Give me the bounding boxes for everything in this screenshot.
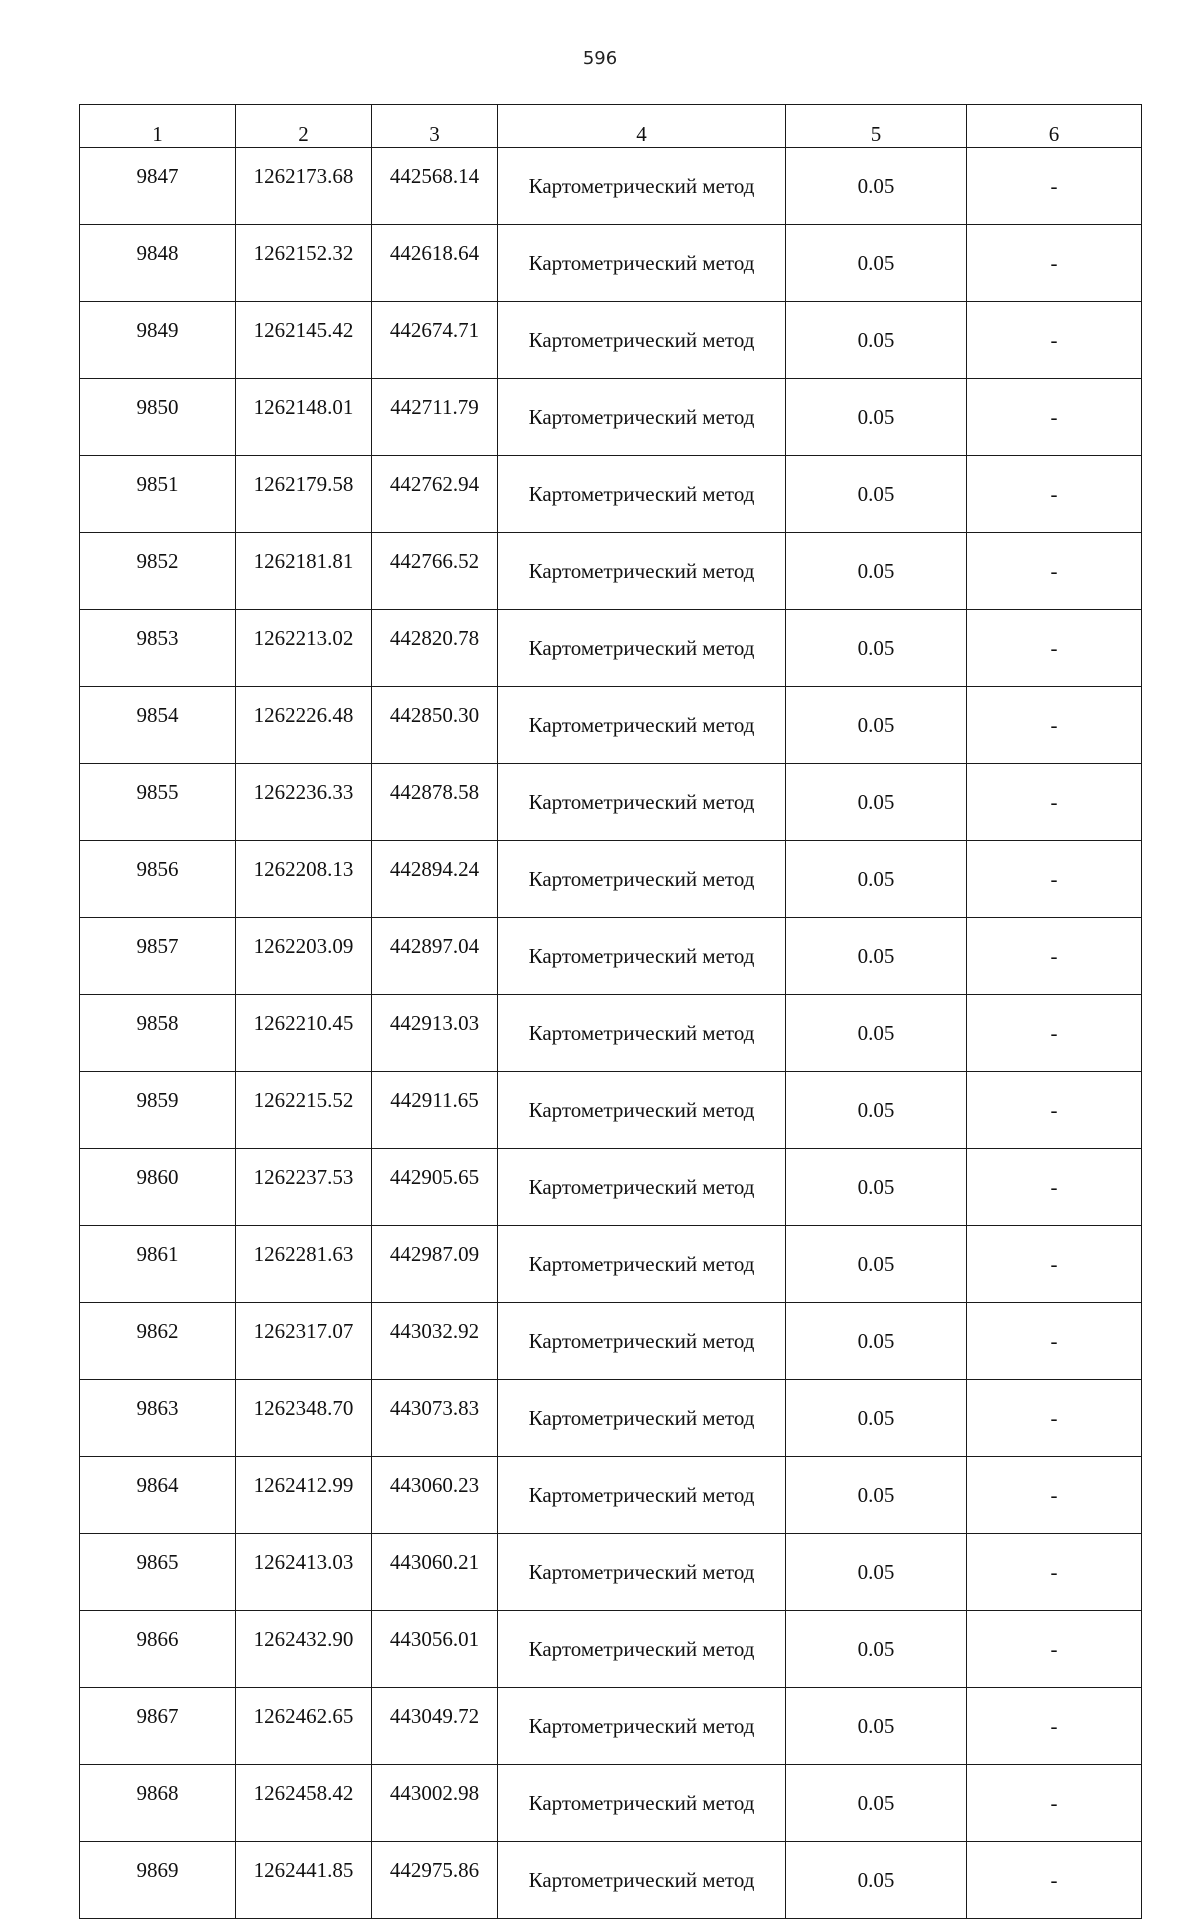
x-coordinate-cell: 1262203.09 bbox=[236, 918, 372, 995]
note-cell: - bbox=[967, 533, 1142, 610]
x-coordinate-cell: 1262173.68 bbox=[236, 148, 372, 225]
point-number-cell: 9860 bbox=[80, 1149, 236, 1226]
accuracy-cell: 0.05 bbox=[786, 764, 967, 841]
table-row bbox=[80, 995, 1142, 1072]
y-coordinate-cell: 443060.23 bbox=[372, 1457, 498, 1534]
y-coordinate-cell: 442975.86 bbox=[372, 1842, 498, 1919]
point-number-cell: 9848 bbox=[80, 225, 236, 302]
table-row bbox=[80, 610, 1142, 687]
note-cell: - bbox=[967, 225, 1142, 302]
y-coordinate-cell: 442894.24 bbox=[372, 841, 498, 918]
point-number-cell: 9863 bbox=[80, 1380, 236, 1457]
point-number-cell: 9867 bbox=[80, 1688, 236, 1765]
method-cell: Картометрический метод bbox=[498, 1380, 786, 1457]
y-coordinate-cell: 443002.98 bbox=[372, 1765, 498, 1842]
y-coordinate-cell: 443032.92 bbox=[372, 1303, 498, 1380]
accuracy-cell: 0.05 bbox=[786, 995, 967, 1072]
method-cell: Картометрический метод bbox=[498, 1457, 786, 1534]
accuracy-cell: 0.05 bbox=[786, 225, 967, 302]
y-coordinate-cell: 442762.94 bbox=[372, 456, 498, 533]
x-coordinate-cell: 1262462.65 bbox=[236, 1688, 372, 1765]
note-cell: - bbox=[967, 687, 1142, 764]
accuracy-cell: 0.05 bbox=[786, 379, 967, 456]
method-cell: Картометрический метод bbox=[498, 841, 786, 918]
accuracy-cell: 0.05 bbox=[786, 1072, 967, 1149]
point-number-cell: 9849 bbox=[80, 302, 236, 379]
point-number-cell: 9851 bbox=[80, 456, 236, 533]
method-cell: Картометрический метод bbox=[498, 302, 786, 379]
y-coordinate-cell: 442897.04 bbox=[372, 918, 498, 995]
table-row bbox=[80, 1072, 1142, 1149]
x-coordinate-cell: 1262152.32 bbox=[236, 225, 372, 302]
table-row bbox=[80, 764, 1142, 841]
method-cell: Картометрический метод bbox=[498, 1765, 786, 1842]
x-coordinate-cell: 1262236.33 bbox=[236, 764, 372, 841]
point-number-cell: 9859 bbox=[80, 1072, 236, 1149]
accuracy-cell: 0.05 bbox=[786, 1534, 967, 1611]
table-row bbox=[80, 225, 1142, 302]
point-number-cell: 9847 bbox=[80, 148, 236, 225]
method-cell: Картометрический метод bbox=[498, 610, 786, 687]
x-coordinate-cell: 1262210.45 bbox=[236, 995, 372, 1072]
method-cell: Картометрический метод bbox=[498, 1842, 786, 1919]
point-number-cell: 9857 bbox=[80, 918, 236, 995]
accuracy-cell: 0.05 bbox=[786, 302, 967, 379]
table-row bbox=[80, 841, 1142, 918]
table-body bbox=[80, 148, 1142, 1919]
table-row bbox=[80, 1842, 1142, 1919]
y-coordinate-cell: 442820.78 bbox=[372, 610, 498, 687]
accuracy-cell: 0.05 bbox=[786, 148, 967, 225]
y-coordinate-cell: 442568.14 bbox=[372, 148, 498, 225]
point-number-cell: 9850 bbox=[80, 379, 236, 456]
y-coordinate-cell: 442905.65 bbox=[372, 1149, 498, 1226]
point-number-cell: 9861 bbox=[80, 1226, 236, 1303]
column-header-1: 1 bbox=[80, 105, 236, 148]
table-row bbox=[80, 1149, 1142, 1226]
method-cell: Картометрический метод bbox=[498, 764, 786, 841]
note-cell: - bbox=[967, 1303, 1142, 1380]
note-cell: - bbox=[967, 610, 1142, 687]
y-coordinate-cell: 442987.09 bbox=[372, 1226, 498, 1303]
accuracy-cell: 0.05 bbox=[786, 1842, 967, 1919]
table-row bbox=[80, 1534, 1142, 1611]
method-cell: Картометрический метод bbox=[498, 225, 786, 302]
point-number-cell: 9858 bbox=[80, 995, 236, 1072]
method-cell: Картометрический метод bbox=[498, 1688, 786, 1765]
y-coordinate-cell: 443060.21 bbox=[372, 1534, 498, 1611]
x-coordinate-cell: 1262432.90 bbox=[236, 1611, 372, 1688]
x-coordinate-cell: 1262208.13 bbox=[236, 841, 372, 918]
table-row bbox=[80, 456, 1142, 533]
table-row bbox=[80, 302, 1142, 379]
note-cell: - bbox=[967, 379, 1142, 456]
y-coordinate-cell: 443073.83 bbox=[372, 1380, 498, 1457]
x-coordinate-cell: 1262412.99 bbox=[236, 1457, 372, 1534]
point-number-cell: 9855 bbox=[80, 764, 236, 841]
accuracy-cell: 0.05 bbox=[786, 533, 967, 610]
method-cell: Картометрический метод bbox=[498, 1149, 786, 1226]
x-coordinate-cell: 1262215.52 bbox=[236, 1072, 372, 1149]
note-cell: - bbox=[967, 841, 1142, 918]
accuracy-cell: 0.05 bbox=[786, 456, 967, 533]
note-cell: - bbox=[967, 456, 1142, 533]
column-header-2: 2 bbox=[236, 105, 372, 148]
accuracy-cell: 0.05 bbox=[786, 610, 967, 687]
note-cell: - bbox=[967, 148, 1142, 225]
accuracy-cell: 0.05 bbox=[786, 1149, 967, 1226]
method-cell: Картометрический метод bbox=[498, 1072, 786, 1149]
accuracy-cell: 0.05 bbox=[786, 687, 967, 764]
method-cell: Картометрический метод bbox=[498, 1226, 786, 1303]
method-cell: Картометрический метод bbox=[498, 533, 786, 610]
column-header-6: 6 bbox=[967, 105, 1142, 148]
x-coordinate-cell: 1262181.81 bbox=[236, 533, 372, 610]
accuracy-cell: 0.05 bbox=[786, 1765, 967, 1842]
note-cell: - bbox=[967, 1688, 1142, 1765]
point-number-cell: 9862 bbox=[80, 1303, 236, 1380]
y-coordinate-cell: 442618.64 bbox=[372, 225, 498, 302]
note-cell: - bbox=[967, 1457, 1142, 1534]
accuracy-cell: 0.05 bbox=[786, 841, 967, 918]
point-number-cell: 9853 bbox=[80, 610, 236, 687]
note-cell: - bbox=[967, 764, 1142, 841]
table-header bbox=[80, 105, 1142, 148]
method-cell: Картометрический метод bbox=[498, 1611, 786, 1688]
y-coordinate-cell: 442913.03 bbox=[372, 995, 498, 1072]
x-coordinate-cell: 1262458.42 bbox=[236, 1765, 372, 1842]
y-coordinate-cell: 442766.52 bbox=[372, 533, 498, 610]
x-coordinate-cell: 1262226.48 bbox=[236, 687, 372, 764]
y-coordinate-cell: 442911.65 bbox=[372, 1072, 498, 1149]
table-row bbox=[80, 379, 1142, 456]
method-cell: Картометрический метод bbox=[498, 1534, 786, 1611]
point-number-cell: 9865 bbox=[80, 1534, 236, 1611]
x-coordinate-cell: 1262237.53 bbox=[236, 1149, 372, 1226]
accuracy-cell: 0.05 bbox=[786, 1611, 967, 1688]
method-cell: Картометрический метод bbox=[498, 379, 786, 456]
y-coordinate-cell: 442674.71 bbox=[372, 302, 498, 379]
note-cell: - bbox=[967, 1765, 1142, 1842]
table-row bbox=[80, 148, 1142, 225]
y-coordinate-cell: 442878.58 bbox=[372, 764, 498, 841]
column-header-4: 4 bbox=[498, 105, 786, 148]
table-row bbox=[80, 687, 1142, 764]
x-coordinate-cell: 1262281.63 bbox=[236, 1226, 372, 1303]
y-coordinate-cell: 442850.30 bbox=[372, 687, 498, 764]
table-row bbox=[80, 918, 1142, 995]
method-cell: Картометрический метод bbox=[498, 148, 786, 225]
note-cell: - bbox=[967, 302, 1142, 379]
point-number-cell: 9866 bbox=[80, 1611, 236, 1688]
table-row bbox=[80, 1765, 1142, 1842]
method-cell: Картометрический метод bbox=[498, 456, 786, 533]
accuracy-cell: 0.05 bbox=[786, 1303, 967, 1380]
table-row bbox=[80, 1611, 1142, 1688]
x-coordinate-cell: 1262413.03 bbox=[236, 1534, 372, 1611]
y-coordinate-cell: 442711.79 bbox=[372, 379, 498, 456]
table-row bbox=[80, 1226, 1142, 1303]
x-coordinate-cell: 1262145.42 bbox=[236, 302, 372, 379]
x-coordinate-cell: 1262179.58 bbox=[236, 456, 372, 533]
y-coordinate-cell: 443049.72 bbox=[372, 1688, 498, 1765]
note-cell: - bbox=[967, 1226, 1142, 1303]
point-number-cell: 9869 bbox=[80, 1842, 236, 1919]
method-cell: Картометрический метод bbox=[498, 1303, 786, 1380]
point-number-cell: 9856 bbox=[80, 841, 236, 918]
accuracy-cell: 0.05 bbox=[786, 1688, 967, 1765]
column-header-3: 3 bbox=[372, 105, 498, 148]
table-row bbox=[80, 1380, 1142, 1457]
x-coordinate-cell: 1262317.07 bbox=[236, 1303, 372, 1380]
coordinates-table bbox=[79, 104, 1142, 1919]
point-number-cell: 9852 bbox=[80, 533, 236, 610]
note-cell: - bbox=[967, 995, 1142, 1072]
x-coordinate-cell: 1262148.01 bbox=[236, 379, 372, 456]
table-row bbox=[80, 1688, 1142, 1765]
x-coordinate-cell: 1262348.70 bbox=[236, 1380, 372, 1457]
accuracy-cell: 0.05 bbox=[786, 1380, 967, 1457]
table-row bbox=[80, 533, 1142, 610]
point-number-cell: 9864 bbox=[80, 1457, 236, 1534]
column-header-5: 5 bbox=[786, 105, 967, 148]
table-row bbox=[80, 1303, 1142, 1380]
x-coordinate-cell: 1262213.02 bbox=[236, 610, 372, 687]
note-cell: - bbox=[967, 1842, 1142, 1919]
note-cell: - bbox=[967, 1149, 1142, 1226]
page-number: 596 bbox=[582, 48, 618, 69]
point-number-cell: 9854 bbox=[80, 687, 236, 764]
accuracy-cell: 0.05 bbox=[786, 1226, 967, 1303]
header-row bbox=[80, 105, 1142, 148]
y-coordinate-cell: 443056.01 bbox=[372, 1611, 498, 1688]
point-number-cell: 9868 bbox=[80, 1765, 236, 1842]
x-coordinate-cell: 1262441.85 bbox=[236, 1842, 372, 1919]
note-cell: - bbox=[967, 918, 1142, 995]
note-cell: - bbox=[967, 1072, 1142, 1149]
method-cell: Картометрический метод bbox=[498, 995, 786, 1072]
method-cell: Картометрический метод bbox=[498, 918, 786, 995]
table-row bbox=[80, 1457, 1142, 1534]
note-cell: - bbox=[967, 1611, 1142, 1688]
note-cell: - bbox=[967, 1534, 1142, 1611]
accuracy-cell: 0.05 bbox=[786, 918, 967, 995]
note-cell: - bbox=[967, 1380, 1142, 1457]
method-cell: Картометрический метод bbox=[498, 687, 786, 764]
accuracy-cell: 0.05 bbox=[786, 1457, 967, 1534]
